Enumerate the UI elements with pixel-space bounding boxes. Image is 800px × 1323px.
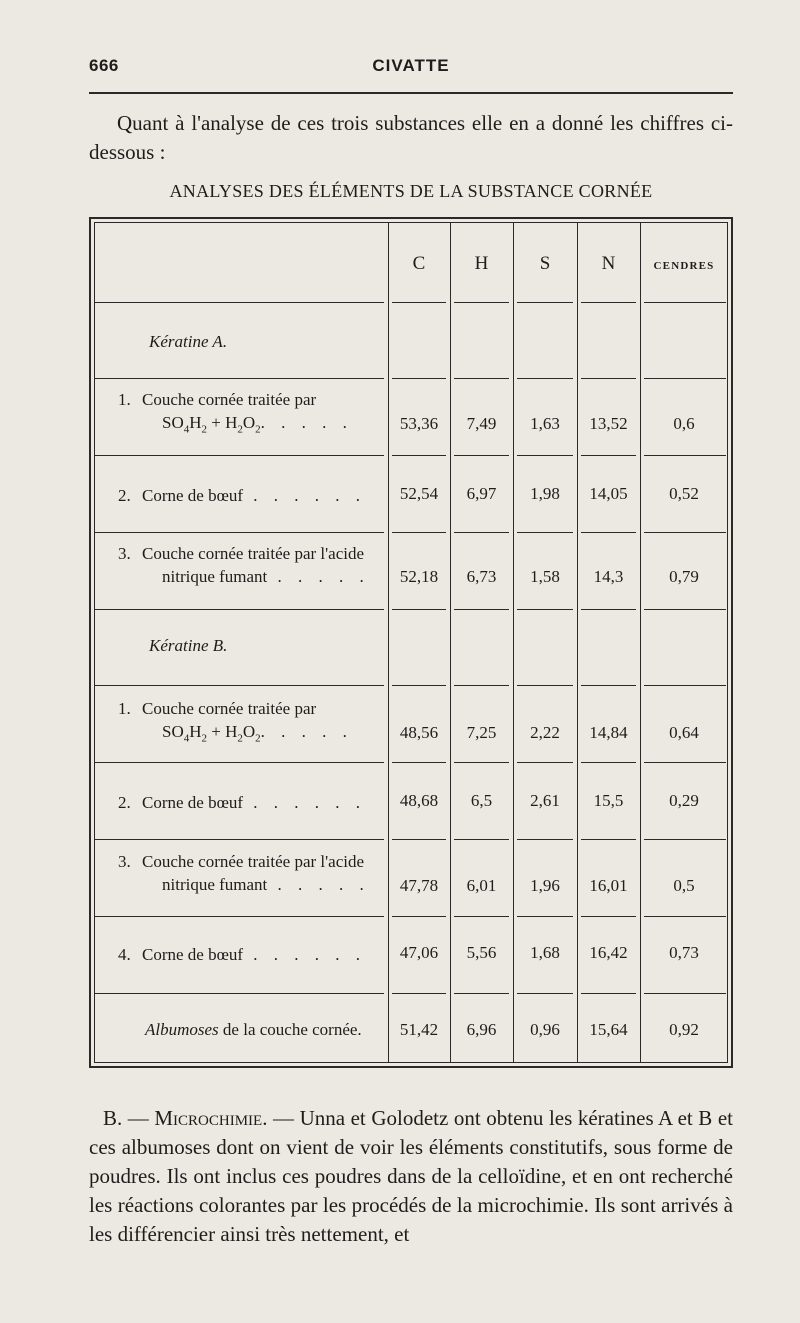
cell-s: 1,96 [530, 876, 560, 895]
row-divider [517, 916, 573, 917]
column-header-cendres: CENDRES [653, 260, 715, 272]
row-divider [581, 762, 636, 763]
row-label-line1: Couche cornée traitée par l'acide [142, 544, 365, 563]
row-divider [95, 302, 384, 303]
cell-s: 0,96 [530, 1020, 560, 1039]
cell-n: 15,5 [593, 791, 624, 810]
row-label-line2: nitrique fumant . . . . . [162, 567, 370, 586]
row-divider [392, 685, 446, 686]
row-divider [454, 993, 509, 994]
row-divider [95, 532, 384, 533]
cell-s: 1,58 [530, 567, 560, 586]
column-header-s: S [539, 253, 551, 274]
cell-h: 6,01 [466, 876, 497, 895]
cell-n: 16,42 [589, 943, 628, 962]
row-divider [454, 839, 509, 840]
cell-n: 14,3 [593, 567, 624, 586]
row-label-line1: Couche cornée traitée par l'acide [142, 852, 365, 871]
row-divider [454, 609, 509, 610]
row-label-line1: Corne de bœuf [142, 945, 244, 964]
row-divider [517, 839, 573, 840]
body-paragraph [89, 1104, 733, 1249]
table-title: ANALYSES DES ÉLÉMENTS DE LA SUBSTANCE CORNÉE [169, 181, 653, 201]
cell-s: 1,68 [530, 943, 560, 962]
row-label: 2. Corne de bœuf . . . . . . [118, 793, 367, 812]
column-header-n: N [601, 253, 616, 274]
cell-cendres: 0,29 [669, 791, 699, 810]
column-divider [388, 223, 389, 1062]
row-divider [392, 993, 446, 994]
cell-h: 6,97 [466, 484, 497, 503]
column-divider [577, 223, 578, 1062]
cell-h: 6,73 [466, 567, 497, 586]
cell-s: 1,98 [530, 484, 560, 503]
row-divider [392, 455, 446, 456]
row-divider [454, 685, 509, 686]
cell-c: 51,42 [399, 1020, 439, 1039]
row-number: 2. [118, 793, 131, 812]
table-inner-border [94, 222, 728, 1063]
row-divider [517, 302, 573, 303]
row-number: 2. [118, 486, 131, 505]
cell-s: 1,63 [530, 414, 560, 433]
page-number: 666 [89, 56, 119, 75]
cell-cendres: 0,73 [669, 943, 699, 962]
row-divider [644, 302, 726, 303]
row-label [118, 388, 388, 434]
row-divider [581, 609, 636, 610]
row-divider [517, 685, 573, 686]
column-header-h: H [474, 253, 489, 274]
row-label-formula: $SO_4H_2 + H_2O_2$. . . . . [162, 413, 353, 436]
cell-c: 52,18 [399, 567, 439, 586]
cell-h: 6,5 [470, 791, 493, 810]
cell-cendres: 0,52 [669, 484, 699, 503]
row-number: 1. [118, 390, 131, 409]
row-divider [581, 993, 636, 994]
row-divider [392, 532, 446, 533]
column-divider [640, 223, 641, 1062]
cell-n: 14,05 [589, 484, 628, 503]
row-number: 4. [118, 945, 131, 964]
row-divider [95, 455, 384, 456]
paragraph-text: — Unna et Golodetz ont obtenu les kératines A et B et ces albumoses dont on vient de voir les éléments constitutifs, sous forme de poudres. Ils ont inclus ces poudres dans de la celloïdine, et en ont recherché les réactions colorantes par les procédés de la microchimie. Ils sont arrivés à les différencier ainsi très nettement, et [89, 1106, 733, 1246]
row-divider [644, 532, 726, 533]
page-header [89, 56, 733, 82]
cell-c: 53,36 [399, 414, 439, 433]
row-divider [644, 993, 726, 994]
row-divider [517, 993, 573, 994]
row-divider [392, 302, 446, 303]
section-heading: Microchimie. [154, 1106, 268, 1130]
row-divider [95, 609, 384, 610]
cell-n: 13,52 [589, 414, 628, 433]
column-header-c: C [412, 253, 426, 274]
row-divider [644, 839, 726, 840]
row-divider [95, 916, 384, 917]
row-number: 3. [118, 852, 131, 871]
row-label-line1: Corne de bœuf [142, 793, 244, 812]
cell-c: 48,68 [399, 791, 439, 810]
column-divider [513, 223, 514, 1062]
row-label [118, 697, 388, 743]
cell-s: 2,22 [530, 723, 560, 742]
row-divider [517, 378, 573, 379]
row-label: 4. Corne de bœuf . . . . . . [118, 945, 367, 964]
row-divider [581, 378, 636, 379]
row-label-line1: Couche cornée traitée par [142, 390, 317, 409]
cell-n: 15,64 [589, 1020, 628, 1039]
header-rule [89, 92, 733, 94]
row-divider [95, 839, 384, 840]
cell-cendres: 0,92 [669, 1020, 699, 1039]
row-divider [517, 455, 573, 456]
row-label-formula: $SO_4H_2 + H_2O_2$. . . . . [162, 722, 353, 745]
row-label [118, 850, 388, 896]
row-divider [644, 685, 726, 686]
row-divider [392, 916, 446, 917]
row-divider [454, 532, 509, 533]
row-divider [95, 762, 384, 763]
cell-c: 47,06 [399, 943, 439, 962]
row-divider [454, 455, 509, 456]
row-label-line1: Corne de bœuf [142, 486, 244, 505]
cell-cendres: 0,5 [673, 876, 695, 895]
running-head: CIVATTE [372, 56, 450, 75]
cell-h: 5,56 [466, 943, 497, 962]
albumoses-label: Albumoses de la couche cornée. [145, 1020, 362, 1039]
row-divider [517, 609, 573, 610]
row-divider [517, 762, 573, 763]
cell-cendres: 0,79 [669, 567, 699, 586]
cell-c: 47,78 [399, 876, 439, 895]
row-divider [644, 762, 726, 763]
row-label-line2: nitrique fumant . . . . . [162, 875, 370, 894]
row-divider [392, 762, 446, 763]
row-divider [581, 455, 636, 456]
cell-cendres: 0,6 [673, 414, 695, 433]
row-divider [581, 839, 636, 840]
row-divider [95, 378, 384, 379]
section-lead: B. — [103, 1106, 155, 1130]
row-divider [454, 916, 509, 917]
row-divider [517, 532, 573, 533]
row-divider [392, 378, 446, 379]
cell-n: 16,01 [589, 876, 628, 895]
row-divider [581, 532, 636, 533]
row-label [118, 542, 388, 588]
row-divider [581, 685, 636, 686]
intro-paragraph [89, 109, 733, 167]
row-number: 1. [118, 699, 131, 718]
row-divider [644, 455, 726, 456]
cell-c: 48,56 [399, 723, 439, 742]
cell-h: 6,96 [466, 1020, 497, 1039]
row-divider [644, 378, 726, 379]
row-divider [581, 302, 636, 303]
intro-text: Quant à l'analyse de ces trois substances elle en a donné les chiffres ci-dessous : [89, 111, 733, 164]
analysis-table [89, 217, 733, 1068]
cell-s: 2,61 [530, 791, 560, 810]
section-label-keratine-b: Kératine B. [149, 636, 228, 655]
row-label-line1: Couche cornée traitée par [142, 699, 317, 718]
cell-n: 14,84 [589, 723, 628, 742]
row-divider [392, 839, 446, 840]
row-divider [454, 378, 509, 379]
row-divider [454, 302, 509, 303]
row-label: 2. Corne de bœuf . . . . . . [118, 486, 367, 505]
row-divider [644, 609, 726, 610]
row-number: 3. [118, 544, 131, 563]
row-divider [581, 916, 636, 917]
row-divider [644, 916, 726, 917]
cell-c: 52,54 [399, 484, 439, 503]
section-label-keratine-a: Kératine A. [149, 332, 228, 351]
cell-h: 7,49 [466, 414, 497, 433]
row-divider [454, 762, 509, 763]
row-divider [95, 993, 384, 994]
column-divider [450, 223, 451, 1062]
cell-h: 7,25 [466, 723, 497, 742]
row-divider [95, 685, 384, 686]
cell-cendres: 0,64 [669, 723, 699, 742]
row-divider [392, 609, 446, 610]
